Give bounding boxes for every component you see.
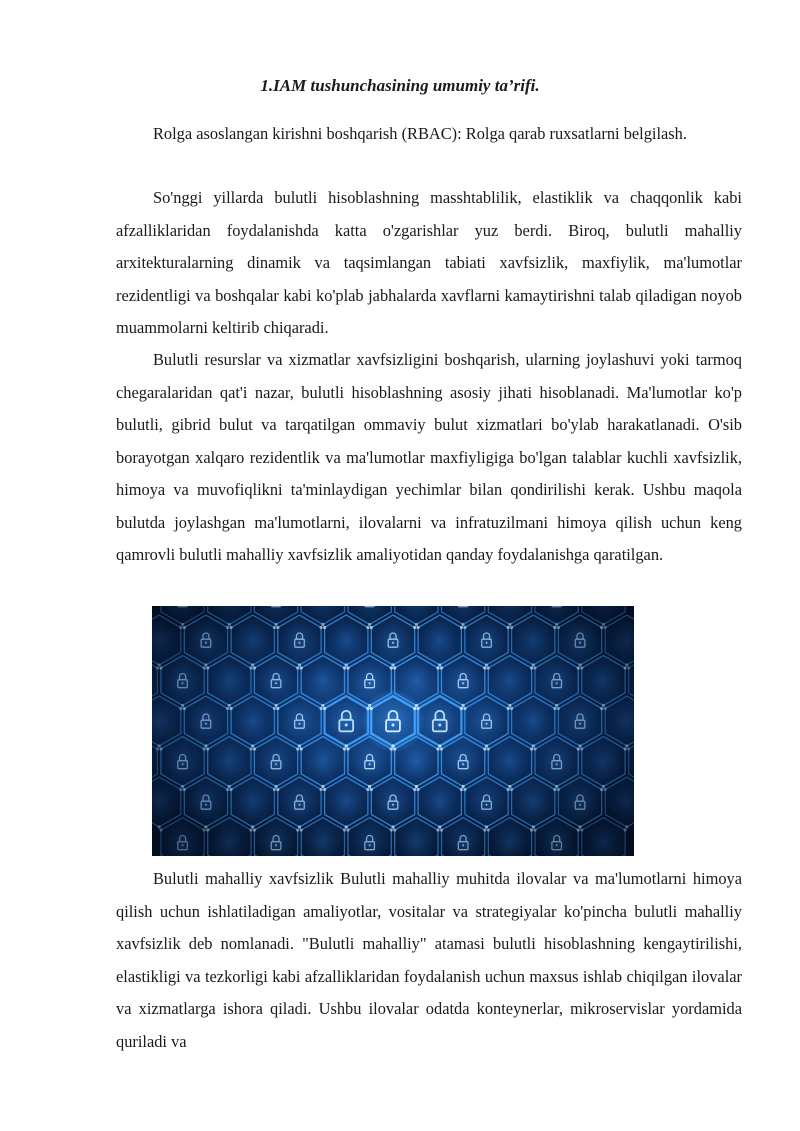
network-node bbox=[580, 747, 583, 750]
network-node bbox=[390, 666, 393, 669]
network-node bbox=[483, 828, 486, 831]
network-node bbox=[158, 825, 161, 828]
network-node bbox=[273, 788, 276, 791]
network-node bbox=[275, 785, 278, 788]
network-node bbox=[204, 744, 207, 747]
network-node bbox=[296, 747, 299, 750]
network-node bbox=[298, 825, 301, 828]
network-node bbox=[321, 623, 324, 626]
network-node bbox=[624, 828, 627, 831]
network-node bbox=[393, 828, 396, 831]
network-node bbox=[298, 663, 301, 666]
network-node bbox=[604, 707, 607, 710]
network-node bbox=[530, 666, 533, 669]
network-node bbox=[251, 825, 254, 828]
network-node bbox=[366, 707, 369, 710]
padlock-icon bbox=[271, 606, 281, 607]
network-node bbox=[555, 623, 558, 626]
network-node bbox=[156, 666, 159, 669]
network-node bbox=[300, 666, 303, 669]
network-node bbox=[273, 626, 276, 629]
network-node bbox=[391, 744, 394, 747]
network-node bbox=[485, 663, 488, 666]
network-node bbox=[460, 626, 463, 629]
network-node bbox=[624, 747, 627, 750]
network-node bbox=[602, 785, 605, 788]
network-node bbox=[390, 747, 393, 750]
network-node bbox=[627, 747, 630, 750]
network-node bbox=[346, 828, 349, 831]
network-node bbox=[579, 825, 582, 828]
network-node bbox=[181, 623, 184, 626]
network-node bbox=[323, 626, 326, 629]
network-node bbox=[510, 626, 513, 629]
network-node bbox=[366, 626, 369, 629]
network-node bbox=[345, 744, 348, 747]
network-node bbox=[577, 828, 580, 831]
network-node bbox=[321, 785, 324, 788]
network-node bbox=[204, 825, 207, 828]
network-node bbox=[320, 707, 323, 710]
network-node bbox=[507, 788, 510, 791]
network-node bbox=[462, 704, 465, 707]
network-node bbox=[436, 666, 439, 669]
network-node bbox=[253, 828, 256, 831]
padlock-icon bbox=[178, 606, 188, 607]
network-node bbox=[206, 747, 209, 750]
network-node bbox=[230, 788, 233, 791]
network-node bbox=[158, 744, 161, 747]
network-node bbox=[159, 666, 162, 669]
network-node bbox=[440, 828, 443, 831]
network-node bbox=[183, 788, 186, 791]
network-node bbox=[345, 825, 348, 828]
network-node bbox=[230, 626, 233, 629]
network-node bbox=[249, 666, 252, 669]
network-node bbox=[462, 785, 465, 788]
padlock-icon bbox=[365, 606, 375, 607]
network-node bbox=[436, 747, 439, 750]
paragraph-2: So'nggi yillarda bulutli hisoblashning masshtablilik, elastiklik va chaqqonlik kabi afzalliklaridan foydalanishda katta o'zgarishlar yuz berdi. Biroq, bulutli mahalliy arxitekturalarning dinamik va taqsimlangan tabiati xavfsizlik, maxfiylik, ma'lumotlar rezidentligi va boshqalar kabi ko'plab jabhalarda xavflarni kamaytirishni talab qiladigan noyob muammolarni keltirib chiqaradi. bbox=[116, 188, 742, 337]
network-node bbox=[413, 788, 416, 791]
network-node bbox=[346, 666, 349, 669]
network-node bbox=[625, 744, 628, 747]
network-node bbox=[604, 626, 607, 629]
network-node bbox=[320, 788, 323, 791]
network-node bbox=[487, 666, 490, 669]
network-node bbox=[602, 704, 605, 707]
network-node bbox=[624, 666, 627, 669]
network-node bbox=[555, 785, 558, 788]
network-node bbox=[390, 828, 393, 831]
network-node bbox=[323, 788, 326, 791]
network-node bbox=[343, 828, 346, 831]
network-node bbox=[179, 788, 182, 791]
network-node bbox=[321, 704, 324, 707]
padlock-icon bbox=[458, 606, 468, 607]
padlock-icon bbox=[552, 606, 562, 607]
network-node bbox=[600, 788, 603, 791]
padlock-hexagon-network-icon bbox=[152, 606, 634, 856]
hexagon-cell bbox=[418, 696, 461, 746]
network-node bbox=[510, 788, 513, 791]
network-node bbox=[204, 663, 207, 666]
network-node bbox=[206, 666, 209, 669]
network-node bbox=[600, 626, 603, 629]
paragraph-3: Bulutli resurslar va xizmatlar xavfsizligini boshqarish, ularning joylashuvi yoki tarmoq chegaralaridan qat'i nazar, bulutli hisoblashning asosiy jihati hisoblanadi. Ma'lumotlar ko'p bulutli, gibrid bulut va tarqatilgan ommaviy bulut xizmatlari bo'ylab harakatlanadi. O'sib borayotgan xalqaro rezidentlik va ma'lumotlar maxfiyligiga bo'lgan talablar kuchli xavfsizlik, himoya va muvofiqlikni ta'minlaydigan yechimlar bilan qondirilishi kerak. Ushbu maqola bulutda joylashgan ma'lumotlarni, ilovalarni va infratuzilmani himoya qilish uchun keng qamrovli bulutli mahalliy xavfsizlik amaliyotidan qanday foydalanishga qaratilgan. bbox=[116, 350, 742, 564]
network-node bbox=[533, 747, 536, 750]
network-node bbox=[533, 828, 536, 831]
network-node bbox=[530, 747, 533, 750]
network-node bbox=[345, 663, 348, 666]
network-node bbox=[156, 747, 159, 750]
hexagon-cell bbox=[325, 696, 368, 746]
network-node bbox=[413, 707, 416, 710]
network-node bbox=[300, 747, 303, 750]
network-node bbox=[226, 707, 229, 710]
network-node bbox=[557, 626, 560, 629]
network-node bbox=[487, 828, 490, 831]
network-node bbox=[463, 788, 466, 791]
network-node bbox=[463, 626, 466, 629]
network-node bbox=[370, 626, 373, 629]
network-node bbox=[436, 828, 439, 831]
network-node bbox=[579, 744, 582, 747]
network-node bbox=[228, 623, 231, 626]
hexagon-cell bbox=[371, 696, 414, 746]
network-node bbox=[438, 663, 441, 666]
cloud-security-illustration bbox=[152, 606, 634, 856]
network-node bbox=[179, 626, 182, 629]
network-node bbox=[276, 707, 279, 710]
network-node bbox=[533, 666, 536, 669]
network-node bbox=[485, 744, 488, 747]
network-node bbox=[368, 704, 371, 707]
network-node bbox=[370, 707, 373, 710]
network-node bbox=[602, 623, 605, 626]
network-node bbox=[296, 828, 299, 831]
network-node bbox=[183, 707, 186, 710]
network-node bbox=[179, 707, 182, 710]
network-node bbox=[508, 704, 511, 707]
network-node bbox=[507, 626, 510, 629]
network-node bbox=[300, 828, 303, 831]
network-node bbox=[417, 788, 420, 791]
network-node bbox=[557, 707, 560, 710]
network-node bbox=[346, 747, 349, 750]
network-node bbox=[158, 663, 161, 666]
paragraph-1: Rolga asoslangan kirishni boshqarish (RBAC): Rolga qarab ruxsatlarni belgilash. bbox=[153, 124, 687, 143]
network-node bbox=[417, 626, 420, 629]
network-node bbox=[249, 747, 252, 750]
network-node bbox=[510, 707, 513, 710]
network-node bbox=[251, 663, 254, 666]
network-node bbox=[508, 785, 511, 788]
network-node bbox=[460, 707, 463, 710]
paragraph-4: Bulutli mahalliy xavfsizlik Bulutli mahalliy muhitda ilovalar va ma'lumotlarni himoya qilish uchun ishlatiladigan amaliyotlar, vositalar va strategiyalar ko'pincha bulutli mahalliy xavfsizlik deb nomlanadi. "Bulutli mahalliy" atamasi bulutli hisoblashning kengaytirilishi, elastikligi va tezkorligi kabi afzalliklaridan foydalanish uchun maxsus ishlab chiqilgan ilovalar va xizmatlarga ishora qiladi. Ushbu ilovalar odatda konteynerlar, mikroservislar yordamida quriladi va bbox=[116, 869, 742, 1051]
network-node bbox=[203, 828, 206, 831]
network-node bbox=[460, 788, 463, 791]
network-node bbox=[438, 744, 441, 747]
network-node bbox=[530, 828, 533, 831]
network-node bbox=[275, 704, 278, 707]
network-node bbox=[249, 828, 252, 831]
network-node bbox=[557, 788, 560, 791]
network-node bbox=[251, 744, 254, 747]
network-node bbox=[483, 666, 486, 669]
network-node bbox=[507, 707, 510, 710]
network-node bbox=[532, 663, 535, 666]
network-node bbox=[368, 623, 371, 626]
network-node bbox=[625, 663, 628, 666]
network-node bbox=[253, 747, 256, 750]
network-node bbox=[228, 785, 231, 788]
network-node bbox=[604, 788, 607, 791]
network-node bbox=[627, 666, 630, 669]
network-node bbox=[181, 704, 184, 707]
network-node bbox=[391, 663, 394, 666]
network-node bbox=[393, 747, 396, 750]
network-node bbox=[532, 744, 535, 747]
network-node bbox=[253, 666, 256, 669]
network-node bbox=[463, 707, 466, 710]
network-node bbox=[487, 747, 490, 750]
network-node bbox=[415, 785, 418, 788]
network-node bbox=[343, 747, 346, 750]
network-node bbox=[391, 825, 394, 828]
network-node bbox=[226, 626, 229, 629]
network-node bbox=[343, 666, 346, 669]
network-node bbox=[483, 747, 486, 750]
network-node bbox=[555, 704, 558, 707]
network-node bbox=[553, 707, 556, 710]
network-node bbox=[415, 623, 418, 626]
network-node bbox=[580, 828, 583, 831]
network-node bbox=[203, 666, 206, 669]
network-node bbox=[462, 623, 465, 626]
network-node bbox=[273, 707, 276, 710]
network-node bbox=[296, 666, 299, 669]
network-node bbox=[553, 626, 556, 629]
network-node bbox=[577, 666, 580, 669]
network-node bbox=[226, 788, 229, 791]
network-node bbox=[485, 825, 488, 828]
network-node bbox=[438, 825, 441, 828]
network-node bbox=[159, 747, 162, 750]
network-node bbox=[370, 788, 373, 791]
network-node bbox=[181, 785, 184, 788]
network-node bbox=[320, 626, 323, 629]
network-node bbox=[298, 744, 301, 747]
section-heading: 1.IAM tushunchasining umumiy ta’rifi. bbox=[260, 76, 540, 95]
network-node bbox=[276, 788, 279, 791]
network-node bbox=[206, 828, 209, 831]
network-node bbox=[183, 626, 186, 629]
network-node bbox=[553, 788, 556, 791]
network-node bbox=[323, 707, 326, 710]
network-node bbox=[159, 828, 162, 831]
network-node bbox=[413, 626, 416, 629]
network-node bbox=[440, 747, 443, 750]
network-node bbox=[508, 623, 511, 626]
network-node bbox=[203, 747, 206, 750]
network-node bbox=[440, 666, 443, 669]
network-node bbox=[230, 707, 233, 710]
network-node bbox=[393, 666, 396, 669]
network-node bbox=[368, 785, 371, 788]
network-node bbox=[532, 825, 535, 828]
network-node bbox=[275, 623, 278, 626]
network-node bbox=[366, 788, 369, 791]
network-node bbox=[625, 825, 628, 828]
network-node bbox=[580, 666, 583, 669]
network-node bbox=[228, 704, 231, 707]
network-node bbox=[276, 626, 279, 629]
network-node bbox=[577, 747, 580, 750]
network-node bbox=[417, 707, 420, 710]
network-node bbox=[600, 707, 603, 710]
network-node bbox=[415, 704, 418, 707]
network-node bbox=[579, 663, 582, 666]
